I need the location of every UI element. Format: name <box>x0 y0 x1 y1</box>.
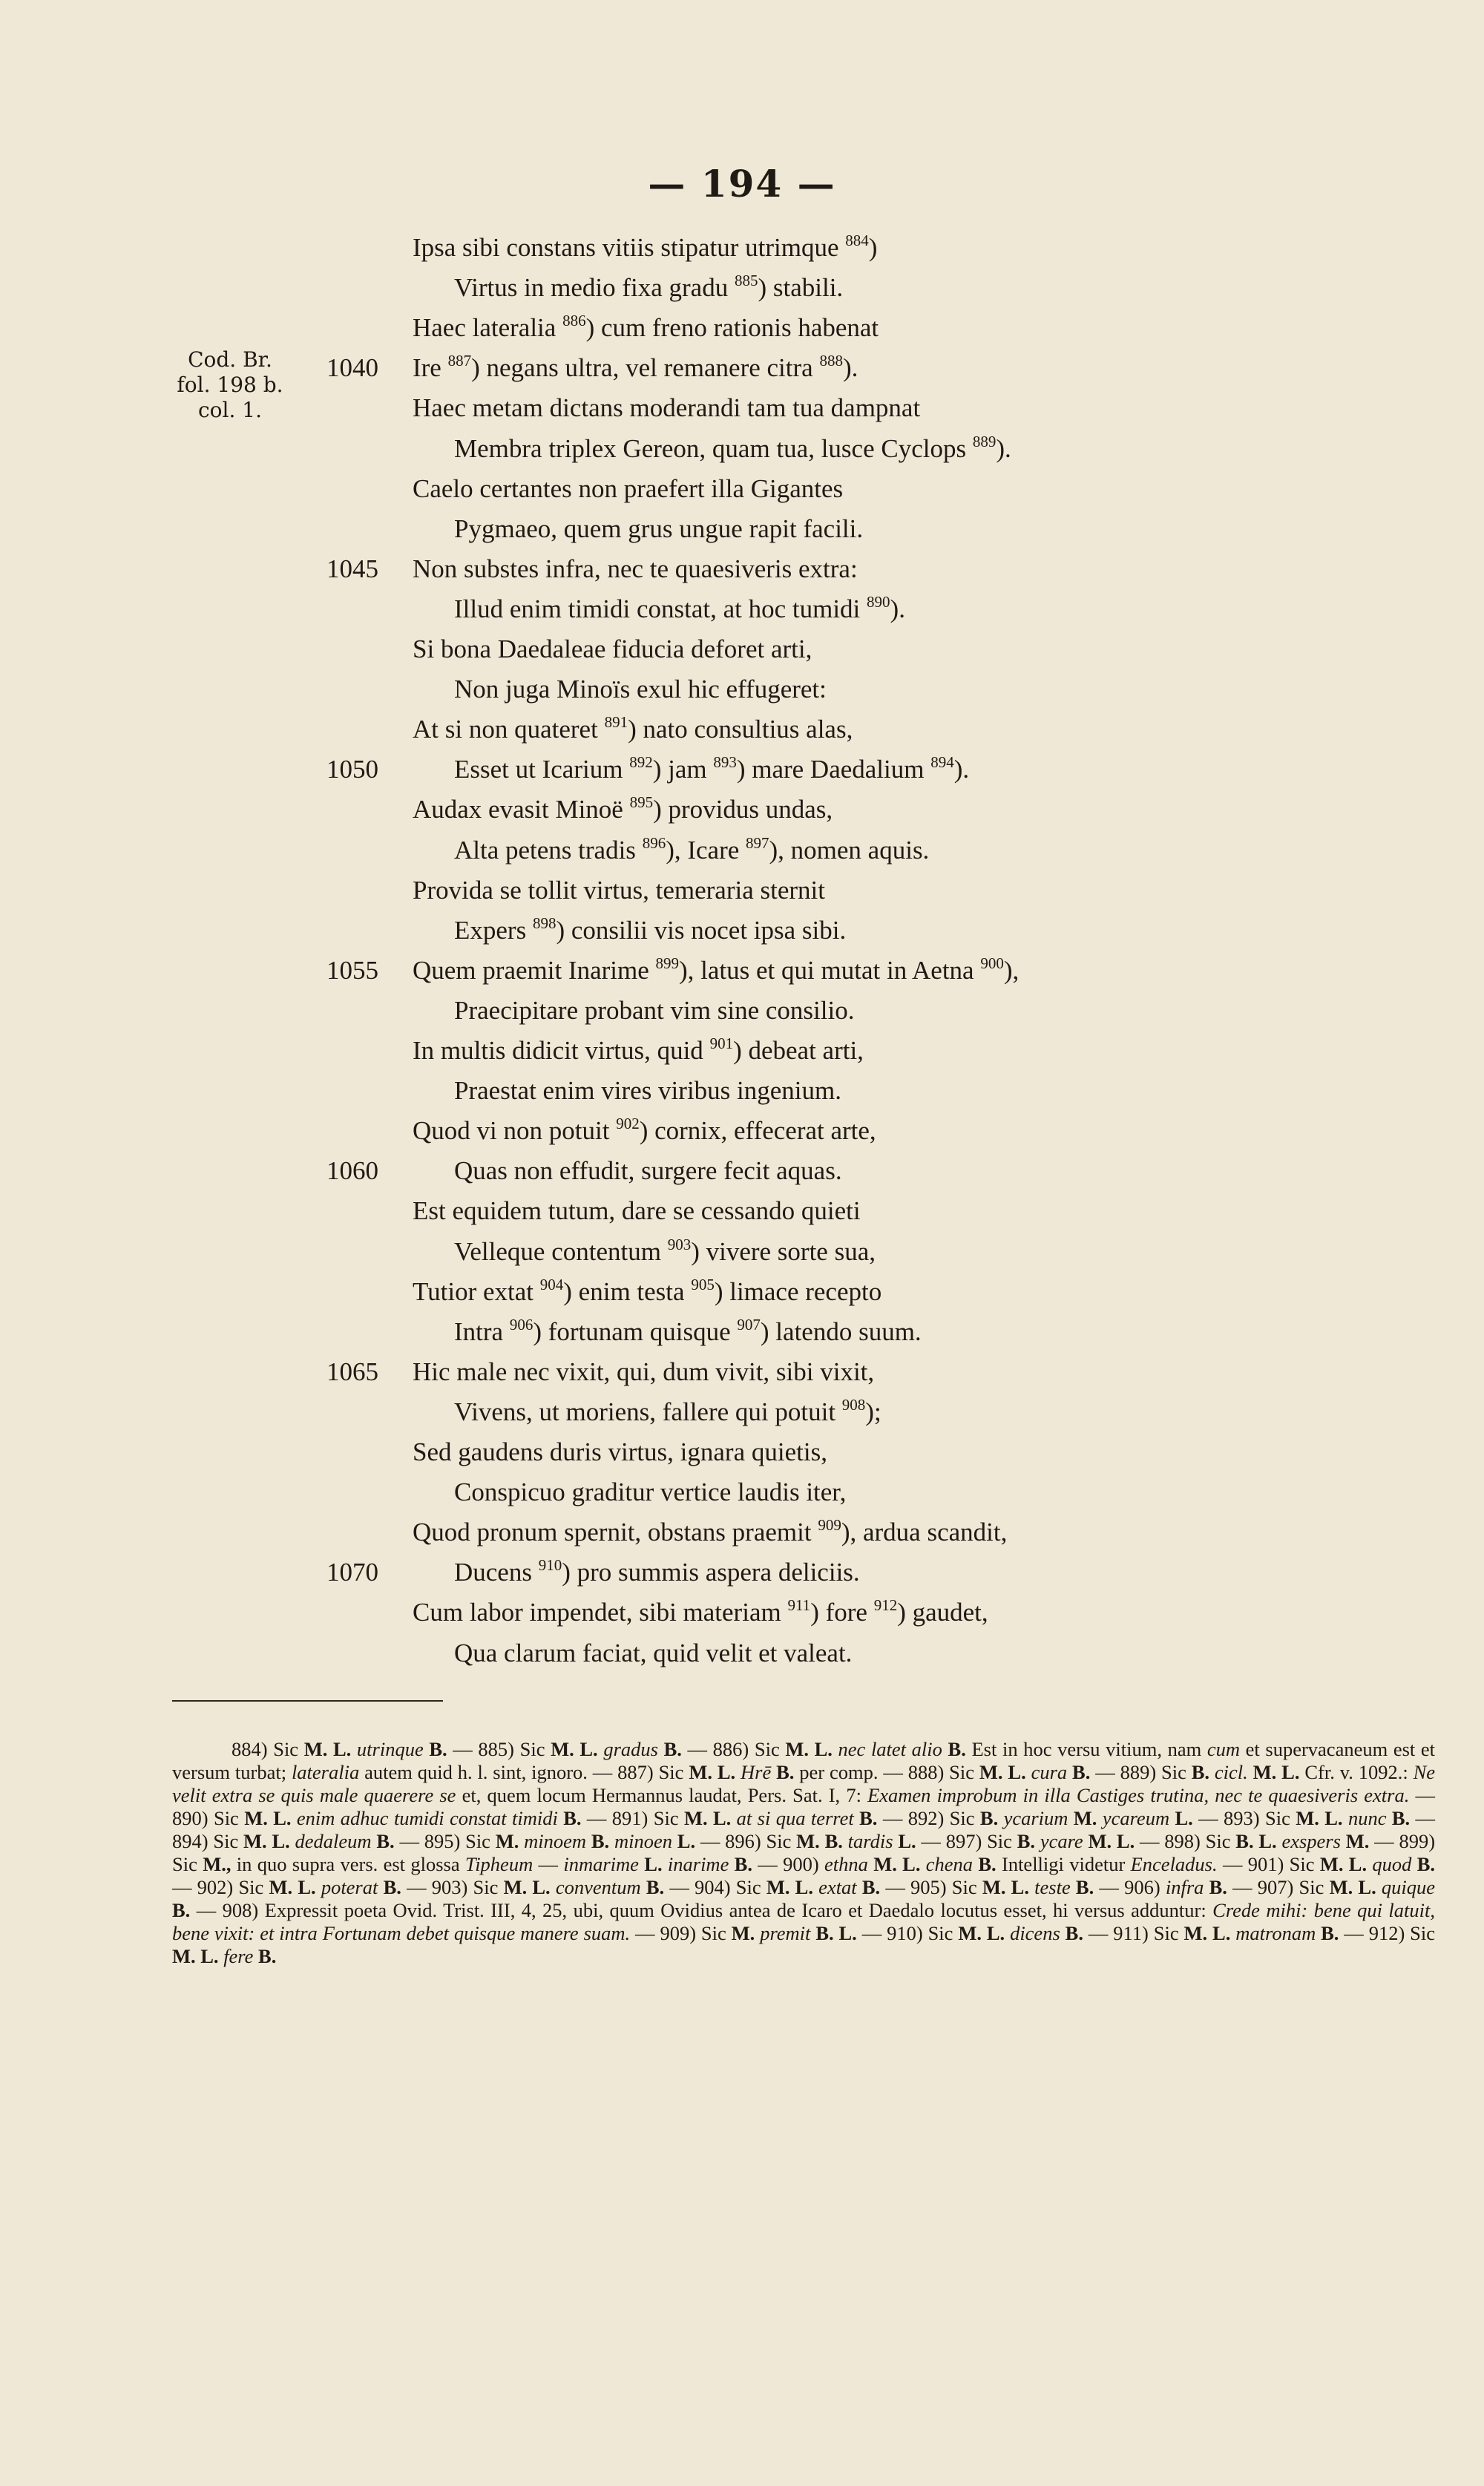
verse-text: Conspicuo graditur vertice laudis iter, <box>454 1478 847 1507</box>
verse-text: Quod pronum spernit, obstans praemit $^{909}$), ardua scandit, <box>413 1516 1008 1547</box>
verse-text: Pygmaeo, quem grus ungue rapit facili. <box>454 514 864 543</box>
manuscript-siglum: B. <box>258 1945 277 1967</box>
variant-reading: Examen improbum in illa Castiges trutina, nec te quaesiveris extra. <box>867 1784 1416 1806</box>
manuscript-siglum: B. <box>1209 1876 1233 1898</box>
manuscript-siglum: B. <box>1321 1922 1345 1944</box>
verse-text: Qua clarum faciat, quid velit et valeat. <box>454 1638 853 1667</box>
manuscript-siglum: M. L. <box>172 1945 224 1967</box>
manuscript-siglum: M. L. <box>979 1761 1031 1783</box>
manuscript-siglum: M. L. <box>982 1876 1035 1898</box>
line-number: 1045 <box>326 554 378 583</box>
manuscript-siglum: B. <box>1191 1761 1215 1783</box>
manuscript-siglum: B. <box>663 1738 688 1760</box>
verse-text: Audax evasit Minoë $^{895}$) providus undas, <box>413 793 833 824</box>
footnote-marker: 900 <box>980 954 1004 972</box>
footnote-marker: 891 <box>604 713 628 732</box>
line-number: 1070 <box>326 1558 378 1587</box>
footnote-text: — 891) Sic <box>586 1807 684 1829</box>
variant-reading: utrinque <box>356 1738 430 1760</box>
line-number: 1060 <box>326 1156 378 1186</box>
verse-text: Est equidem tutum, dare se cessando quieti <box>413 1196 861 1226</box>
variant-reading: Enceladus. <box>1130 1853 1223 1875</box>
variant-reading: at si qua terret <box>736 1807 860 1829</box>
footnote-marker: 893 <box>713 753 737 772</box>
variant-reading: fere <box>223 1945 259 1967</box>
footnote-marker: 909 <box>818 1516 841 1535</box>
verse-text: Quem praemit Inarime $^{899}$), latus et qui mutat in Aetna $^{900}$), <box>413 954 1020 985</box>
footnote-text: — 911) Sic <box>1088 1922 1184 1944</box>
footnote-text: — 894) Sic <box>172 1807 1436 1852</box>
variant-reading: minoen <box>614 1830 677 1852</box>
footnote-text: — 906) <box>1099 1876 1166 1898</box>
margin-note-line: fol. 198 b. <box>177 373 283 397</box>
verse-text: Hic male nec vixit, qui, dum vivit, sibi vixit, <box>413 1357 875 1386</box>
variant-reading: inmarime <box>563 1853 645 1875</box>
margin-note-line: col. 1. <box>197 398 262 422</box>
footnote-text: — 899) Sic <box>172 1830 1436 1875</box>
footnote-marker: 905 <box>691 1275 715 1293</box>
footnote-marker: 896 <box>642 833 666 852</box>
manuscript-siglum: M. L. <box>303 1738 357 1760</box>
variant-reading: cum <box>1206 1738 1246 1760</box>
variant-reading: premit <box>760 1922 816 1944</box>
line-number: 1050 <box>326 755 378 784</box>
footnote-marker: 912 <box>873 1596 898 1615</box>
variant-reading: nec latet alio <box>838 1738 948 1760</box>
footnote-text: — 900) <box>758 1853 824 1875</box>
verse-text: Sed gaudens duris virtus, ignara quietis, <box>413 1437 827 1466</box>
footnote-marker: 892 <box>629 753 653 772</box>
manuscript-siglum: B. <box>1072 1761 1096 1783</box>
manuscript-siglum: B. <box>172 1899 197 1921</box>
verse-text: Ire $^{887}$) negans ultra, vel remanere citra $^{888}$). <box>413 352 858 383</box>
manuscript-siglum: B. <box>1416 1853 1436 1875</box>
variant-reading: chena <box>925 1853 979 1875</box>
manuscript-siglum: B. <box>383 1876 407 1898</box>
manuscript-siglum: M. L. <box>958 1922 1011 1944</box>
manuscript-siglum: M. L. <box>1329 1876 1382 1898</box>
verse-text: Haec metam dictans moderandi tam tua dampnat <box>413 393 921 423</box>
manuscript-siglum: B. L. <box>1235 1830 1282 1852</box>
manuscript-siglum: M. L. <box>1319 1853 1373 1875</box>
manuscript-siglum: M. L. <box>269 1876 321 1898</box>
manuscript-siglum: B. <box>979 1807 1004 1829</box>
verse-text: Quod vi non potuit $^{902}$) cornix, effecerat arte, <box>413 1115 876 1146</box>
footnote-marker: 898 <box>532 914 556 932</box>
footnote-text: — 886) Sic <box>687 1738 786 1760</box>
verse-text: Esset ut Icarium $^{892}$) jam $^{893}$) mare Daedalium $^{894}$). <box>454 753 970 784</box>
footnote-text: — <box>538 1853 564 1875</box>
manuscript-siglum: M. L. <box>683 1807 737 1829</box>
manuscript-siglum: M. <box>495 1830 525 1852</box>
footnote-text: — 910) Sic <box>861 1922 959 1944</box>
footnote-text: — 893) Sic <box>1198 1807 1296 1829</box>
manuscript-siglum: B. <box>429 1738 453 1760</box>
footnote-text: — 897) Sic <box>921 1830 1017 1852</box>
verse-text: Praecipitare probant vim sine consilio. <box>454 995 855 1025</box>
manuscript-siglum: B. <box>1065 1922 1089 1944</box>
manuscript-siglum: M. L. <box>1088 1830 1140 1852</box>
variant-reading: cicl. <box>1214 1761 1253 1783</box>
verse-text: Tutior extat $^{904}$) enim testa $^{905}$) limace recepto <box>413 1275 882 1306</box>
line-number: 1055 <box>326 955 378 985</box>
footnote-marker: 899 <box>655 954 680 972</box>
manuscript-siglum: B. <box>948 1738 972 1760</box>
manuscript-siglum: M. L. <box>873 1853 926 1875</box>
manuscript-siglum: B. <box>1017 1830 1040 1852</box>
footnote-marker: 910 <box>538 1556 562 1575</box>
manuscript-siglum: M. L. <box>1252 1761 1305 1783</box>
footnote-text: — 902) Sic <box>172 1876 269 1898</box>
verse-text: Praestat enim vires viribus ingenium. <box>454 1076 841 1106</box>
footnote-text: — 904) Sic <box>669 1876 766 1898</box>
manuscript-siglum: B. <box>591 1830 614 1852</box>
footnote-text: et supervacaneum est et versum turbat; <box>172 1738 1436 1783</box>
manuscript-siglum: B. L. <box>815 1922 862 1944</box>
footnote-marker: 890 <box>867 592 890 611</box>
verse-text: Cum labor impendet, sibi materiam $^{911}$) fore $^{912}$) gaudet, <box>413 1596 988 1627</box>
verse-text: Velleque contentum $^{903}$) vivere sorte sua, <box>454 1235 876 1266</box>
footnote-marker: 907 <box>737 1315 761 1334</box>
manuscript-siglum: B. <box>978 1853 1002 1875</box>
manuscript-siglum: B. <box>776 1761 800 1783</box>
variant-reading: conventum <box>555 1876 646 1898</box>
footnote-marker: 903 <box>667 1235 692 1253</box>
manuscript-siglum: M. L. <box>785 1738 838 1760</box>
manuscript-siglum: M. <box>1073 1807 1103 1829</box>
verse-text: Illud enim timidi constat, at hoc tumidi $^{890}$). <box>454 592 905 623</box>
footnote-marker: 902 <box>616 1115 640 1133</box>
footnote-text: Intelligi videtur <box>1002 1853 1131 1875</box>
verse-text: Membra triplex Gereon, quam tua, lusce Cyclops $^{889}$). <box>454 432 1011 463</box>
variant-reading: ycarium <box>1003 1807 1074 1829</box>
footnote-marker: 908 <box>841 1395 866 1414</box>
footnote-marker: 885 <box>734 272 758 290</box>
line-number: 1065 <box>326 1357 378 1386</box>
footnote-marker: 886 <box>562 312 586 330</box>
footnote-text: — 892) Sic <box>882 1807 980 1829</box>
manuscript-siglum: M., <box>203 1853 237 1875</box>
footnote-text: autem quid h. l. sint, ignoro. — 887) Sic <box>364 1761 689 1783</box>
variant-reading: Crede mihi: bene qui latuit, bene vixit: et intra Fortunam debet quisque manere suam. <box>172 1899 1435 1944</box>
manuscript-siglum: M. <box>731 1922 761 1944</box>
verse-text: Caelo certantes non praefert illa Gigantes <box>413 473 844 503</box>
variant-reading: teste <box>1034 1876 1076 1898</box>
line-number: 1040 <box>326 353 378 383</box>
footnote-text: — 903) Sic <box>407 1876 504 1898</box>
footnote-marker: 888 <box>819 352 843 370</box>
footnote-marker: 906 <box>509 1315 533 1334</box>
verse-text: Quas non effudit, surgere fecit aquas. <box>454 1156 842 1186</box>
verse-text: Haec lateralia $^{886}$) cum freno rationis habenat <box>413 312 879 343</box>
variant-reading: ethna <box>824 1853 874 1875</box>
verse-text: Non juga Minoïs exul hic effugeret: <box>454 675 827 704</box>
manuscript-siglum: L. <box>1175 1807 1199 1829</box>
variant-reading: dicens <box>1010 1922 1066 1944</box>
footnote-marker: 889 <box>972 432 997 450</box>
manuscript-siglum: B. <box>646 1876 670 1898</box>
variant-reading: dedaleum <box>295 1830 377 1852</box>
manuscript-siglum: M. L. <box>766 1876 819 1898</box>
variant-reading: Ne velit extra se quis male quaerere se <box>172 1761 1436 1806</box>
manuscript-siglum: M. L. <box>551 1738 604 1760</box>
variant-reading: lateralia <box>291 1761 365 1783</box>
variant-reading: cura <box>1031 1761 1073 1783</box>
margin-note <box>148 347 312 423</box>
footnote-text: — 898) Sic <box>1139 1830 1236 1852</box>
footnote-text: 884) Sic <box>232 1738 304 1760</box>
variant-reading: ycare <box>1040 1830 1089 1852</box>
footnote-marker: 887 <box>447 352 472 370</box>
variant-reading: poterat <box>321 1876 384 1898</box>
footnote-text: in quo supra vers. est glossa <box>236 1853 465 1875</box>
footnote-marker: 897 <box>746 833 769 852</box>
variant-reading: exspers <box>1281 1830 1346 1852</box>
manuscript-siglum: M. B. <box>796 1830 848 1852</box>
manuscript-siglum: L. <box>898 1830 922 1852</box>
variant-reading: Hrē <box>741 1761 777 1783</box>
variant-reading: inarime <box>667 1853 735 1875</box>
footnote-text: per comp. — 888) Sic <box>799 1761 979 1783</box>
verse-text: Si bona Daedaleae fiducia deforet arti, <box>413 634 812 663</box>
variant-reading: infra <box>1165 1876 1209 1898</box>
verse-text: Non substes infra, nec te quaesiveris extra: <box>413 554 858 583</box>
verse-text: In multis didicit virtus, quid $^{901}$) debeat arti, <box>413 1034 864 1065</box>
variant-reading: gradus <box>603 1738 664 1760</box>
footnote-text: — 908) Expressit poeta Ovid. Trist. III, 4, 25, ubi, quum Ovidius antea de Icaro et Daedalo locutus esset, hi versus adduntur: <box>196 1899 1213 1921</box>
verse-text: Ipsa sibi constans vitiis stipatur utrimque $^{884}$) <box>413 232 878 262</box>
manuscript-siglum: B. <box>861 1876 886 1898</box>
footnote-marker: 904 <box>539 1275 564 1293</box>
verse-text: Alta petens tradis $^{896}$), Icare $^{897}$), nomen aquis. <box>454 833 930 865</box>
footnote-text: — 907) Sic <box>1232 1876 1330 1898</box>
footnote-marker: 911 <box>787 1596 811 1615</box>
manuscript-siglum: L. <box>644 1853 668 1875</box>
verse-text: Vivens, ut moriens, fallere qui potuit $^{908}$); <box>454 1395 881 1426</box>
variant-reading: quique <box>1381 1876 1436 1898</box>
variant-reading: extat <box>818 1876 862 1898</box>
footnote-text: — 890) Sic <box>172 1784 1435 1829</box>
footnote-text: — 889) Sic <box>1095 1761 1192 1783</box>
footnote-text: — 896) Sic <box>700 1830 797 1852</box>
manuscript-siglum: B. <box>376 1830 400 1852</box>
manuscript-siglum: B. <box>1391 1807 1416 1829</box>
variant-reading: tardis <box>847 1830 899 1852</box>
page-number: — 194 — <box>648 162 836 206</box>
variant-reading: minoem <box>524 1830 591 1852</box>
footnote-text: — 901) Sic <box>1222 1853 1320 1875</box>
footnote-text: — 912) Sic <box>1344 1922 1436 1944</box>
footnote-text: Est in hoc versu vitium, nam <box>971 1738 1207 1760</box>
footnote-text: et, quem locum Hermannus laudat, Pers. Sat. I, 7: <box>462 1784 868 1806</box>
footnote-text: — 909) Sic <box>635 1922 732 1944</box>
footnote-marker: 884 <box>845 232 869 249</box>
manuscript-siglum: B. <box>563 1807 587 1829</box>
verse-text: At si non quateret $^{891}$) nato consultius alas, <box>413 713 853 744</box>
variant-reading: nunc <box>1347 1807 1392 1829</box>
manuscript-siglum: M. L. <box>1296 1807 1348 1829</box>
variant-reading: Tipheum <box>464 1853 539 1875</box>
verse-text: Virtus in medio fixa gradu $^{885}$) stabili. <box>454 272 844 303</box>
manuscript-siglum: L. <box>677 1830 700 1852</box>
manuscript-siglum: M. L. <box>689 1761 741 1783</box>
footnote-text: — 885) Sic <box>453 1738 551 1760</box>
footnote-marker: 901 <box>709 1034 734 1052</box>
manuscript-siglum: M. L. <box>503 1876 556 1898</box>
footnote-text: — 905) Sic <box>885 1876 982 1898</box>
manuscript-siglum: M. L. <box>1183 1922 1236 1944</box>
manuscript-siglum: M. <box>1345 1830 1375 1852</box>
footnote-marker: 894 <box>930 753 954 772</box>
manuscript-siglum: B. <box>734 1853 758 1875</box>
verse-text: Intra $^{906}$) fortunam quisque $^{907}$) latendo suum. <box>454 1315 922 1346</box>
manuscript-siglum: B. <box>1075 1876 1100 1898</box>
footnote-text: Cfr. v. 1092.: <box>1304 1761 1414 1783</box>
variant-reading: enim adhuc tumidi constat timidi <box>296 1807 564 1829</box>
variant-reading: ycareum <box>1102 1807 1175 1829</box>
footnote-rule <box>172 1700 443 1702</box>
verse-text: Provida se tollit virtus, temeraria sternit <box>413 875 825 905</box>
footnote-marker: 895 <box>629 793 654 812</box>
verse-text: Ducens $^{910}$) pro summis aspera deliciis. <box>454 1556 860 1587</box>
manuscript-siglum: B. <box>859 1807 883 1829</box>
variant-reading: matronam <box>1235 1922 1322 1944</box>
verse-text: Expers $^{898}$) consilii vis nocet ipsa sibi. <box>454 914 847 945</box>
variant-reading: quod <box>1372 1853 1417 1875</box>
margin-note-line: Cod. Br. <box>188 347 272 372</box>
footnote-text: — 895) Sic <box>399 1830 496 1852</box>
footnotes <box>172 1738 1435 1968</box>
manuscript-siglum: M. L. <box>243 1830 295 1852</box>
manuscript-siglum: M. L. <box>244 1807 297 1829</box>
footnote-paragraph <box>172 1738 1435 1968</box>
